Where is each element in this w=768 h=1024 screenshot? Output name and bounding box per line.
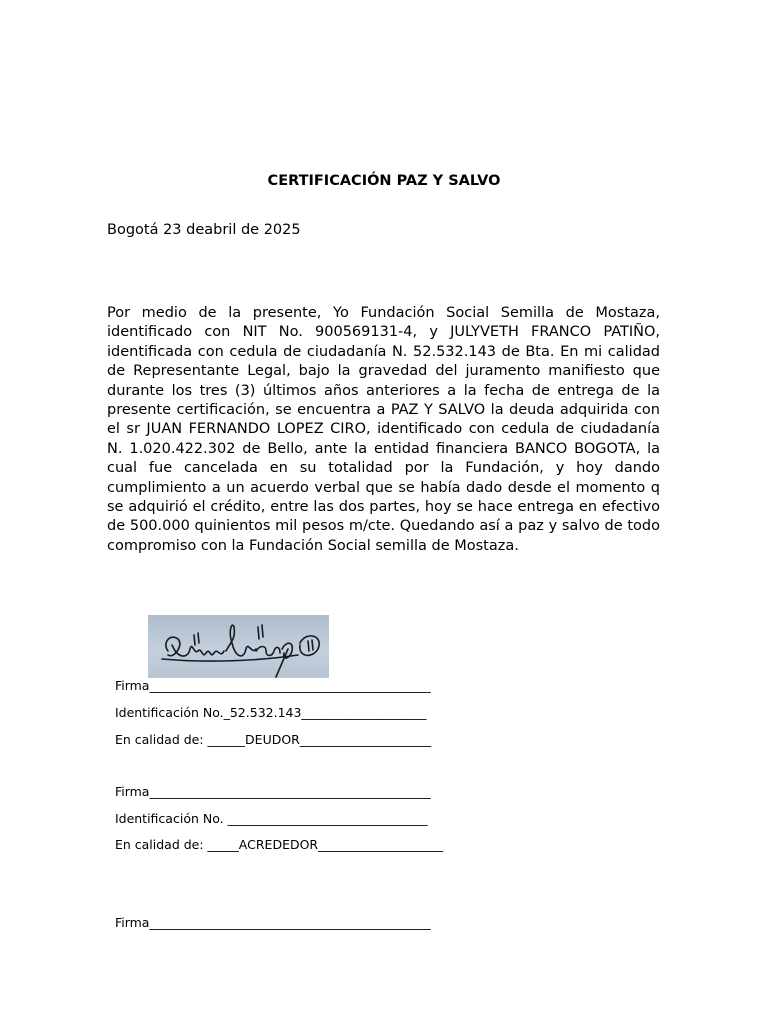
role-label: En calidad de: [114, 732, 208, 747]
firma-underline: _____________________________________________ [149, 915, 431, 930]
role-line-2 [107, 822, 443, 852]
firma-underline: _____________________________________________ [149, 678, 431, 693]
identification-label: Identificación No. [114, 811, 228, 826]
role-value: ______DEUDOR_____________________ [207, 732, 432, 747]
firma-label: Firma [114, 678, 150, 693]
firma-underline: _____________________________________________ [149, 784, 431, 799]
signature-line-1 [107, 663, 431, 693]
identification-value: ________________________________ [227, 811, 428, 826]
date-line: Bogotá 23 deabril de 2025 [107, 222, 301, 238]
identification-value: _52.532.143____________________ [223, 705, 427, 720]
firma-label: Firma [114, 784, 150, 799]
certification-paragraph: Por medio de la presente, Yo Fundación Social Semilla de Mostaza, identificado con NIT No. 900569131-4, y JULYVETH FRANCO PATIÑO, identificada con cedula de ciudadanía N. 52.532.143 de Bta. En mi calidad de Representante Legal, bajo la gravedad del juramento manifiesto que durante los tres (3) últimos años anteriores a la fecha de entrega de la presente certificación, se encuentra a PAZ Y SALVO la deuda adquirida con el sr JUAN FERNANDO LOPEZ CIRO, identificado con cedula de ciudadanía N. 1.020.422.302 de Bello, ante la entidad financiera BANCO BOGOTA, la cual fue cancelada en su totalidad por la Fundación, y hoy dando cumplimiento a un acuerdo verbal que se había dado desde el momento q se adquirió el crédito, entre las dos partes, hoy se hace entrega en efectivo de 500.000 quinientos mil pesos m/cte. Quedando así a paz y salvo de todo compromiso con la Fundación Social semilla de Mostaza. [107, 305, 660, 554]
role-value: _____ACREDEDOR____________________ [207, 837, 444, 852]
identification-label: Identificación No. [114, 705, 224, 720]
identification-line-1 [107, 690, 426, 720]
firma-label: Firma [114, 915, 150, 930]
role-label: En calidad de: [114, 837, 208, 852]
signature-line-3 [107, 900, 431, 930]
signature-line-2 [107, 769, 431, 799]
document-title: CERTIFICACIÓN PAZ Y SALVO [267, 173, 501, 189]
role-line-1 [107, 717, 431, 747]
